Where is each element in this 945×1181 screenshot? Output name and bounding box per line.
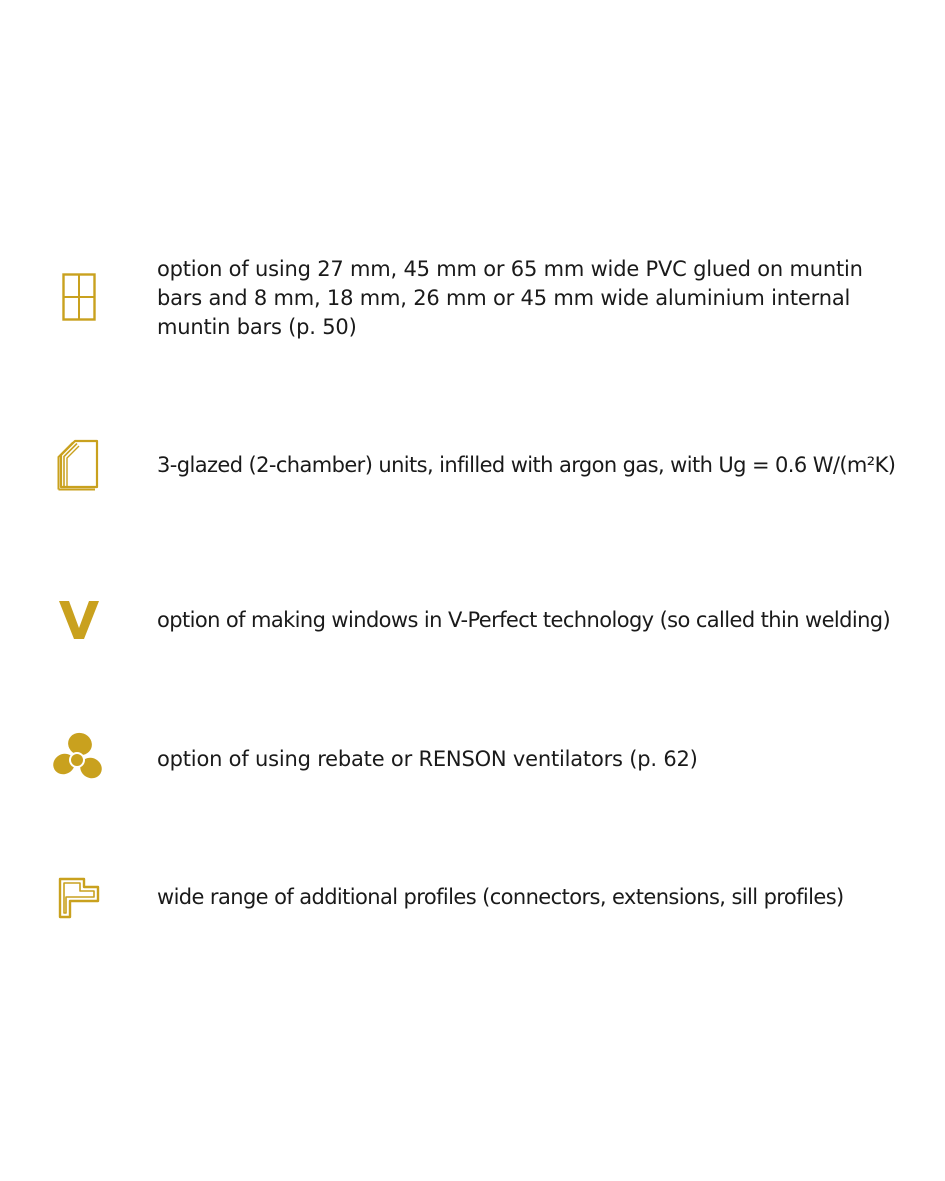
- feature-text: option of using 27 mm, 45 mm or 65 mm wide PVC glued on muntin bars and 8 mm, 18 mm, 26 mm or 45 mm wide aluminium internal muntin bars (p. 50): [157, 257, 863, 339]
- ventilator-icon: [52, 731, 104, 781]
- profile-icon: [58, 877, 100, 919]
- feature-text: option of using rebate or RENSON ventilators (p. 62): [157, 747, 698, 771]
- feature-text: wide range of additional profiles (connectors, extensions, sill profiles): [157, 885, 844, 909]
- v-perfect-icon: [58, 600, 100, 640]
- feature-text: 3-glazed (2-chamber) units, infilled with argon gas, with Ug = 0.6 W/(m²K): [157, 453, 896, 477]
- triple-glazing-icon: [57, 437, 103, 493]
- muntin-window-icon: [62, 273, 96, 321]
- feature-text: option of making windows in V-Perfect technology (so called thin welding): [157, 608, 891, 632]
